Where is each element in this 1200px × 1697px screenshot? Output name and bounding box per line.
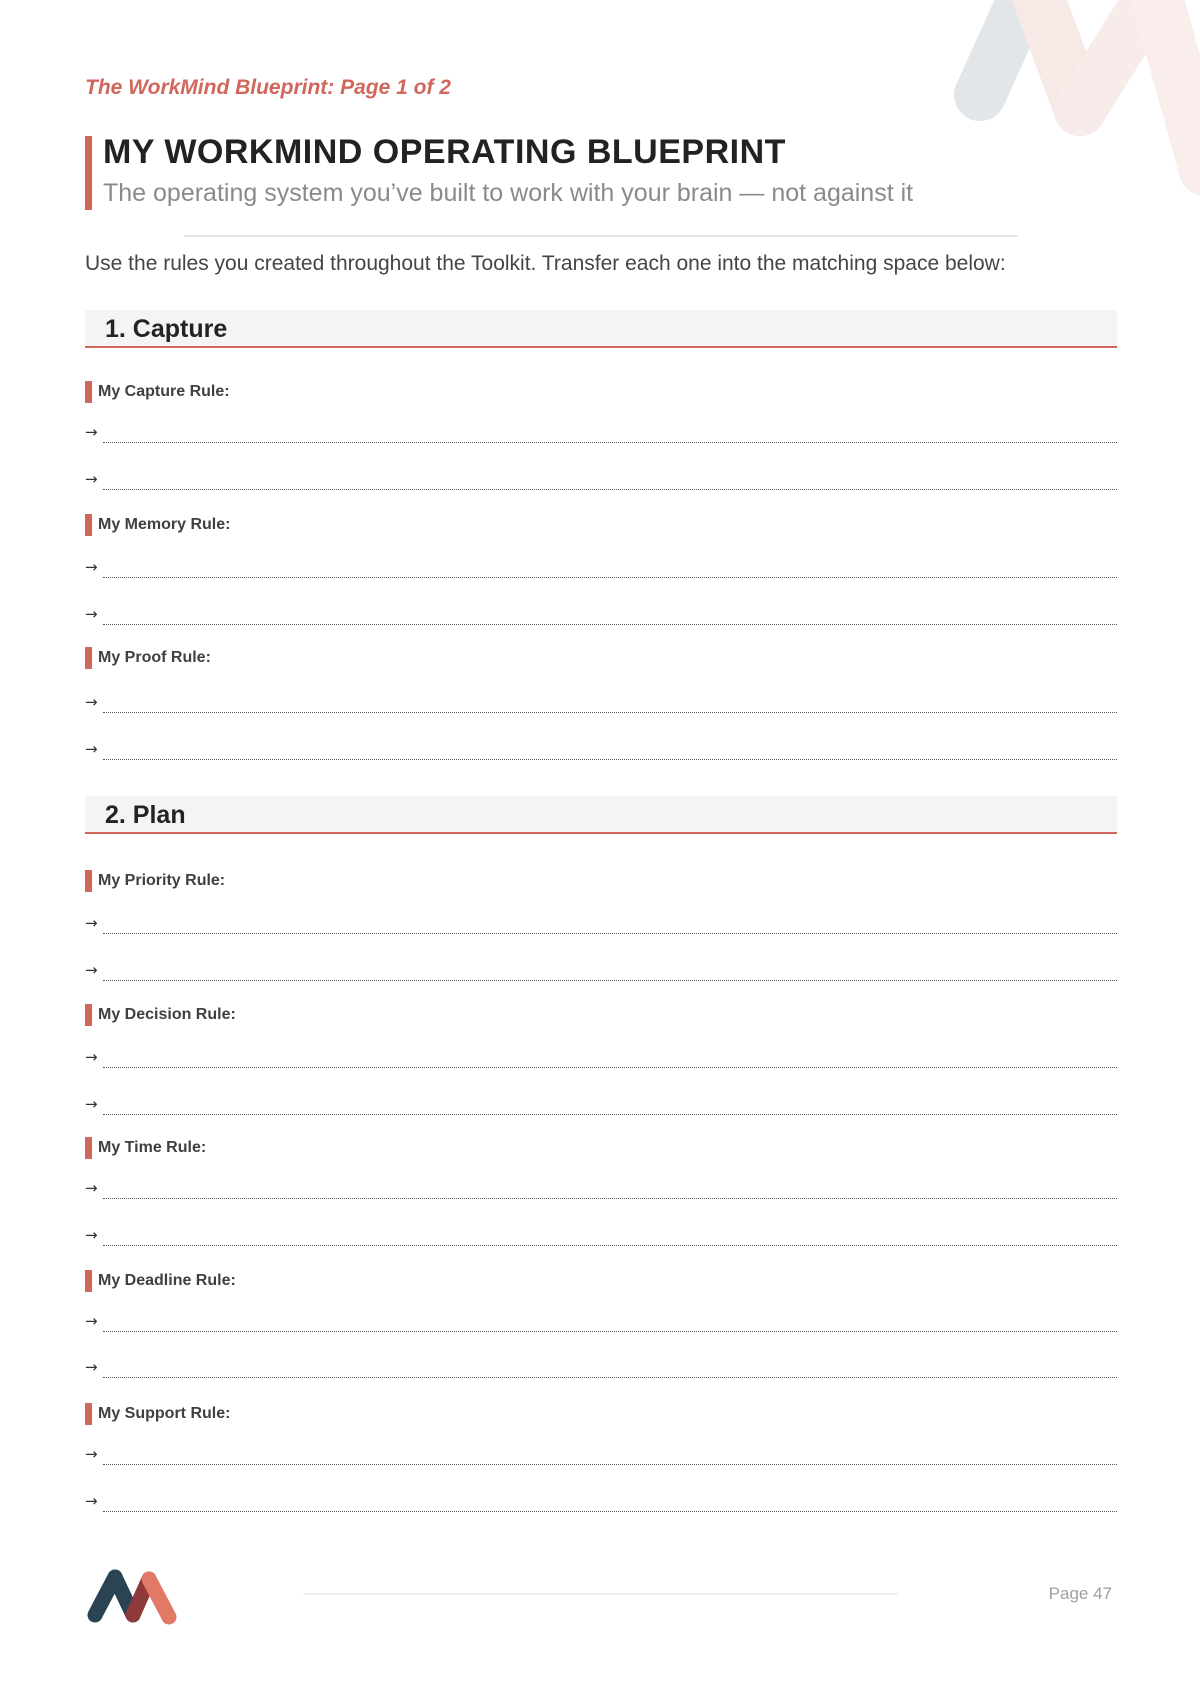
dotted-line	[103, 1511, 1117, 1512]
workmind-logo	[85, 1567, 179, 1630]
dotted-line	[103, 712, 1117, 713]
corner-watermark-logo	[940, 0, 1200, 210]
rule-label-deadline: My Deadline Rule:	[85, 1270, 236, 1292]
dotted-line	[103, 980, 1117, 981]
running-head: The WorkMind Blueprint: Page 1 of 2	[85, 76, 451, 99]
fill-line[interactable]	[85, 738, 1117, 760]
fill-line[interactable]	[85, 912, 1117, 934]
dotted-line	[103, 1331, 1117, 1332]
arrow-icon: →	[85, 470, 98, 488]
arrow-icon: →	[85, 1492, 98, 1510]
section-heading-plan: 2. Plan	[85, 796, 1117, 834]
dotted-line	[103, 1245, 1117, 1246]
fill-line[interactable]	[85, 1046, 1117, 1068]
arrow-icon: →	[85, 1358, 98, 1376]
arrow-icon: →	[85, 914, 98, 932]
fill-line[interactable]	[85, 691, 1117, 713]
arrow-icon: →	[85, 961, 98, 979]
intro-text: Use the rules you created throughout the Toolkit. Transfer each one into the matching space below:	[85, 252, 1006, 275]
fill-line[interactable]	[85, 556, 1117, 578]
arrow-icon: →	[85, 558, 98, 576]
dotted-line	[103, 1114, 1117, 1115]
fill-line[interactable]	[85, 1177, 1117, 1199]
arrow-icon: →	[85, 1445, 98, 1463]
dotted-line	[103, 577, 1117, 578]
arrow-icon: →	[85, 423, 98, 441]
fill-line[interactable]	[85, 603, 1117, 625]
arrow-icon: →	[85, 1312, 98, 1330]
arrow-icon: →	[85, 1179, 98, 1197]
fill-line[interactable]	[85, 468, 1117, 490]
fill-line[interactable]	[85, 421, 1117, 443]
rule-label-proof: My Proof Rule:	[85, 647, 211, 669]
fill-line[interactable]	[85, 1093, 1117, 1115]
rule-label-capture: My Capture Rule:	[85, 381, 230, 403]
page-number: Page 47	[1048, 1584, 1112, 1603]
dotted-line	[103, 1377, 1117, 1378]
page-subtitle: The operating system you’ve built to work with your brain — not against it	[103, 179, 914, 207]
arrow-icon: →	[85, 1048, 98, 1066]
dotted-line	[103, 759, 1117, 760]
page-title: MY WORKMIND OPERATING BLUEPRINT	[103, 133, 786, 171]
title-block	[85, 133, 914, 210]
dotted-line	[103, 624, 1117, 625]
section-heading-capture: 1. Capture	[85, 310, 1117, 348]
dotted-line	[103, 489, 1117, 490]
rule-label-decision: My Decision Rule:	[85, 1004, 236, 1026]
dotted-line	[103, 1067, 1117, 1068]
dotted-line	[103, 1464, 1117, 1465]
arrow-icon: →	[85, 1226, 98, 1244]
title-divider	[184, 235, 1018, 237]
footer-divider	[303, 1593, 898, 1595]
fill-line[interactable]	[85, 1490, 1117, 1512]
fill-line[interactable]	[85, 959, 1117, 981]
arrow-icon: →	[85, 693, 98, 711]
arrow-icon: →	[85, 1095, 98, 1113]
rule-label-memory: My Memory Rule:	[85, 514, 230, 536]
fill-line[interactable]	[85, 1356, 1117, 1378]
fill-line[interactable]	[85, 1224, 1117, 1246]
rule-label-priority: My Priority Rule:	[85, 870, 225, 892]
arrow-icon: →	[85, 740, 98, 758]
rule-label-time: My Time Rule:	[85, 1137, 206, 1159]
fill-line[interactable]	[85, 1310, 1117, 1332]
dotted-line	[103, 933, 1117, 934]
rule-label-support: My Support Rule:	[85, 1403, 230, 1425]
fill-line[interactable]	[85, 1443, 1117, 1465]
arrow-icon: →	[85, 605, 98, 623]
dotted-line	[103, 442, 1117, 443]
dotted-line	[103, 1198, 1117, 1199]
